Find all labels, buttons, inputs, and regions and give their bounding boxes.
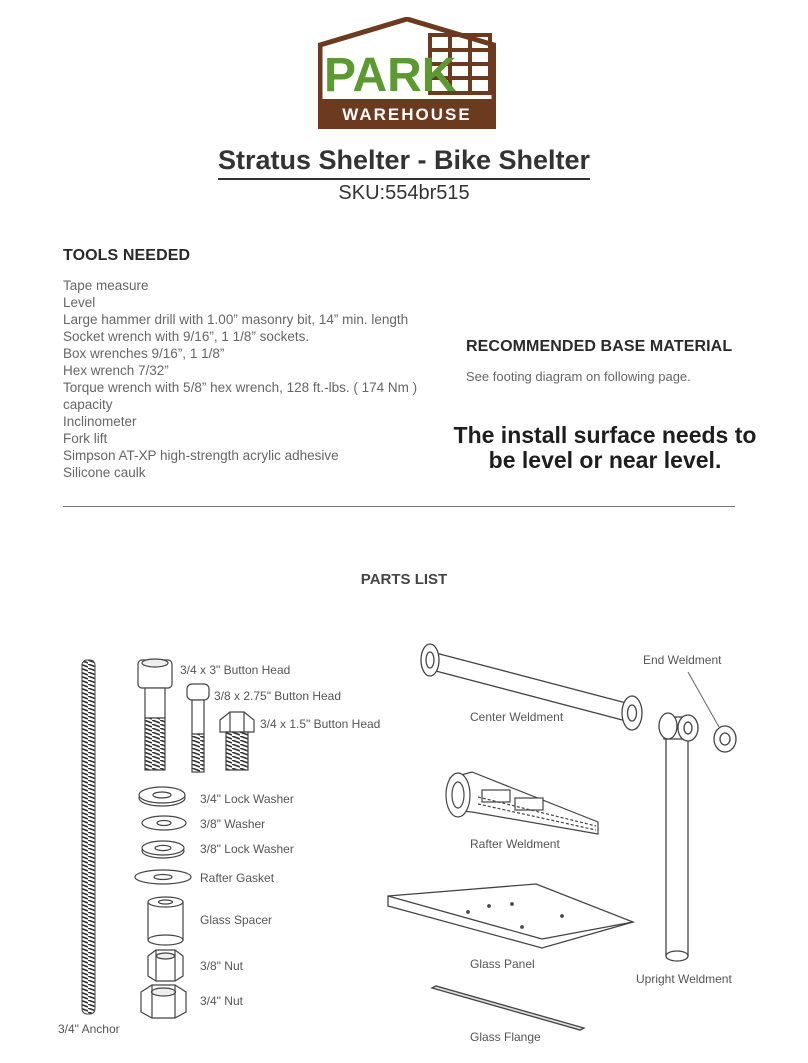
bolt-3in: [138, 659, 172, 770]
parts-list-heading: PARTS LIST: [360, 571, 448, 588]
label-lock-washer-34: 3/4" Lock Washer: [200, 792, 294, 806]
label-center-weldment: Center Weldment: [470, 710, 564, 724]
label-rafter-gasket: Rafter Gasket: [200, 871, 275, 885]
bolt-275in: [187, 684, 209, 772]
label-button-head-275: 3/8 x 2.75" Button Head: [214, 689, 342, 703]
tool-item: Socket wrench with 9/16”, 1 1/8” sockets.: [63, 329, 310, 344]
tool-item: Level: [63, 295, 96, 310]
nut-34: [141, 985, 186, 1018]
label-lock-washer-38: 3/8" Lock Washer: [200, 842, 294, 856]
tool-item: Simpson AT-XP high-strength acrylic adhesive: [63, 448, 339, 463]
glass-panel: [388, 884, 633, 948]
tool-item: Inclinometer: [63, 414, 137, 429]
nut-38: [148, 950, 183, 981]
tool-item: Fork lift: [63, 431, 108, 446]
label-nut-38: 3/8" Nut: [200, 959, 243, 973]
label-glass-flange: Glass Flange: [470, 1030, 541, 1044]
sku-text: SKU:554br515: [338, 182, 470, 204]
washer-38: [142, 816, 186, 830]
anchor-rod: [82, 660, 95, 1014]
level-surface-note: The install surface needs to be level or near level.: [453, 422, 757, 473]
tools-list: [63, 277, 433, 481]
lock-washer-34: [139, 787, 185, 806]
label-rafter-weldment: Rafter Weldment: [470, 837, 560, 851]
label-button-head-3: 3/4 x 3" Button Head: [180, 663, 291, 677]
tools-heading: TOOLS NEEDED: [63, 247, 191, 264]
svg-text:WAREHOUSE: WAREHOUSE: [342, 105, 472, 124]
page-title: [0, 143, 808, 180]
tool-item: Large hammer drill with 1.00” masonry bit, 14” min. length: [63, 312, 409, 327]
label-upright-weldment: Upright Weldment: [636, 972, 732, 986]
tool-item: Tape measure: [63, 278, 149, 293]
label-nut-34: 3/4" Nut: [200, 994, 243, 1008]
label-glass-panel: Glass Panel: [470, 957, 535, 971]
park-warehouse-logo: [318, 17, 496, 129]
base-material-text: See footing diagram on following page.: [466, 369, 691, 384]
label-button-head-15: 3/4 x 1.5" Button Head: [260, 717, 381, 731]
rafter-gasket: [135, 870, 191, 884]
tool-item: Box wrenches 9/16”, 1 1/8”: [63, 346, 225, 361]
end-weldment: [688, 672, 736, 752]
bolt-15in: [220, 712, 254, 770]
label-washer-38: 3/8" Washer: [200, 817, 266, 831]
title-text: Stratus Shelter - Bike Shelter: [218, 143, 590, 180]
parts-diagram: [0, 600, 808, 1063]
tool-item: Silicone caulk: [63, 465, 146, 480]
lock-washer-38: [142, 841, 184, 858]
tool-item: capacity: [63, 397, 113, 412]
glass-spacer: [148, 897, 183, 945]
glass-flange: [432, 986, 584, 1030]
label-glass-spacer: Glass Spacer: [200, 913, 273, 927]
label-end-weldment: End Weldment: [643, 653, 722, 667]
svg-text:PARK: PARK: [324, 49, 457, 102]
tool-item: Hex wrench 7/32”: [63, 363, 169, 378]
tool-item: Torque wrench with 5/8” hex wrench, 128 ft.-lbs. ( 174 Nm ): [63, 380, 418, 395]
label-anchor: 3/4" Anchor: [58, 1022, 120, 1036]
upright-weldment: [659, 713, 698, 961]
divider: [63, 506, 735, 507]
rafter-weldment: [446, 772, 598, 834]
base-material-heading: RECOMMENDED BASE MATERIAL: [466, 338, 733, 355]
